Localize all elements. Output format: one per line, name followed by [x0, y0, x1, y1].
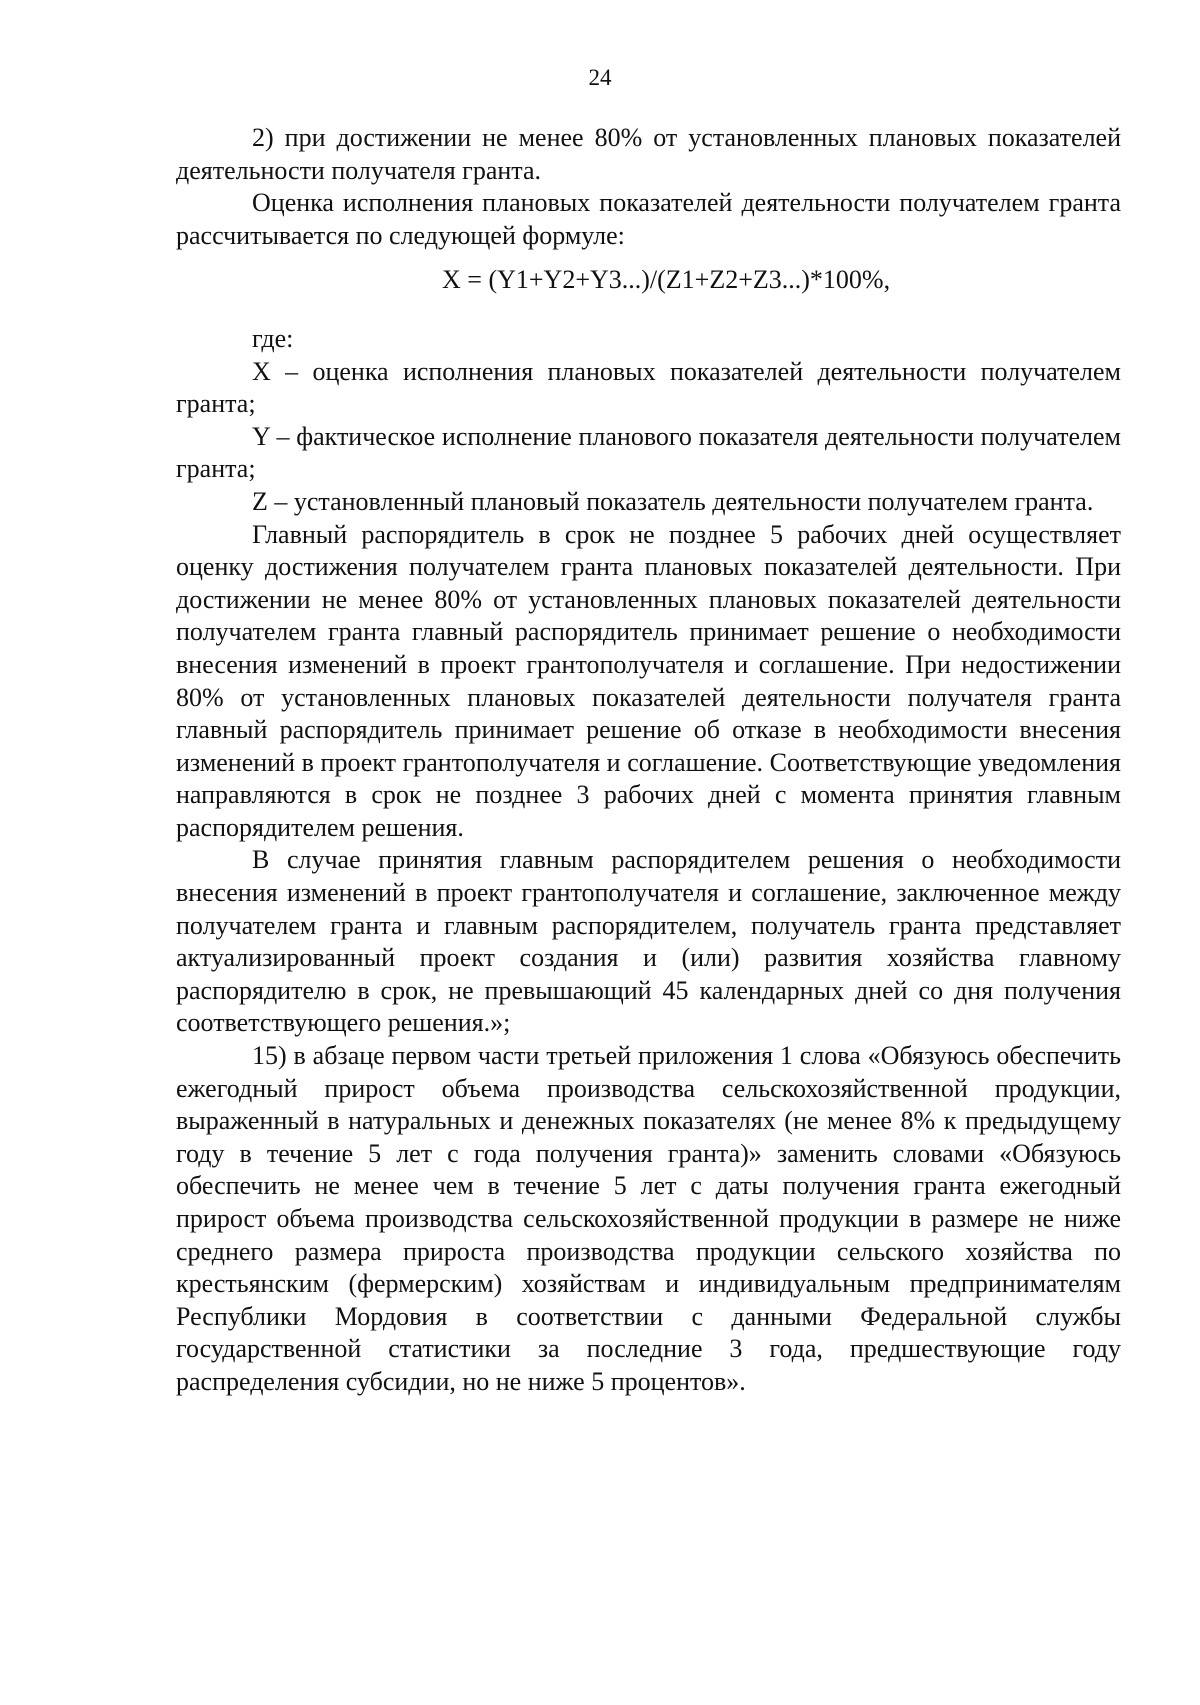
- definition-z: Z – установленный плановый показатель деятельности получателем гранта.: [252, 486, 1094, 516]
- page-number: 24: [588, 65, 612, 90]
- document-body: [176, 122, 1121, 1399]
- definition-x: X – оценка исполнения плановых показателей деятельности получателем гранта;: [176, 356, 1121, 419]
- paragraph-item-2: 2) при достижении не менее 80% от установленных плановых показателей деятельности получателя гранта.: [176, 123, 1121, 185]
- paragraph-item-15: 15) в абзаце первом части третьей приложения 1 слова «Обязуюсь обеспечить ежегодный прирост объема производства сельскохозяйственной продукции, выраженный в натуральных и денежных показателях (не менее 8% к предыдущему году в течение 5 лет с года получения гранта)» заменить словами «Обязуюсь обеспечить не менее чем в течение 5 лет с даты получения гранта ежегодный прирост объема производства сельскохозяйственной продукции в размере не ниже среднего размера прироста производства продукции сельского хозяйства по крестьянским (фермерским) хозяйствам и индивидуальным предпринимателям Республики Мордовия в соответствии с данными Федеральной службы государственной статистики за последние 3 года, предшествующие году распределения субсидии, но не ниже 5 процентов».: [176, 1041, 1121, 1396]
- paragraph-evaluation: Главный распорядитель в срок не позднее 5 рабочих дней осуществляет оценку достижения получателем гранта плановых показателей деятельности. При достижении не менее 80% от установленных плановых показателей деятельности получателем гранта главный распорядитель принимает решение о необходимости внесения изменений в проект грантополучателя и соглашение. При недостижении 80% от установленных плановых показателей деятельности получателя гранта главный распорядитель принимает решение об отказе в необходимости внесения изменений в проект грантополучателя и соглашение. Соответствующие уведомления направляются в срок не позднее 3 рабочих дней с момента принятия главным распорядителем решения.: [176, 519, 1121, 842]
- paragraph-changes: В случае принятия главным распорядителем решения о необходимости внесения изменений в проект грантополучателя и соглашение, заключенное между получателем гранта и главным распорядителем, получатель гранта представляет актуализированный проект создания и (или) развития хозяйства главному распорядителю в срок, не превышающий 45 календарных дней со дня получения соответствующего решения.»;: [176, 845, 1121, 1038]
- formula: X = (Y1+Y2+Y3...)/(Z1+Z2+Z3...)*100%,: [442, 265, 891, 295]
- definition-y: Y – фактическое исполнение планового показателя деятельности получателем гранта;: [176, 421, 1121, 484]
- paragraph-formula-intro: Оценка исполнения плановых показателей деятельности получателем гранта рассчитывается по следующей формуле:: [176, 188, 1121, 250]
- where-label: где:: [252, 323, 294, 353]
